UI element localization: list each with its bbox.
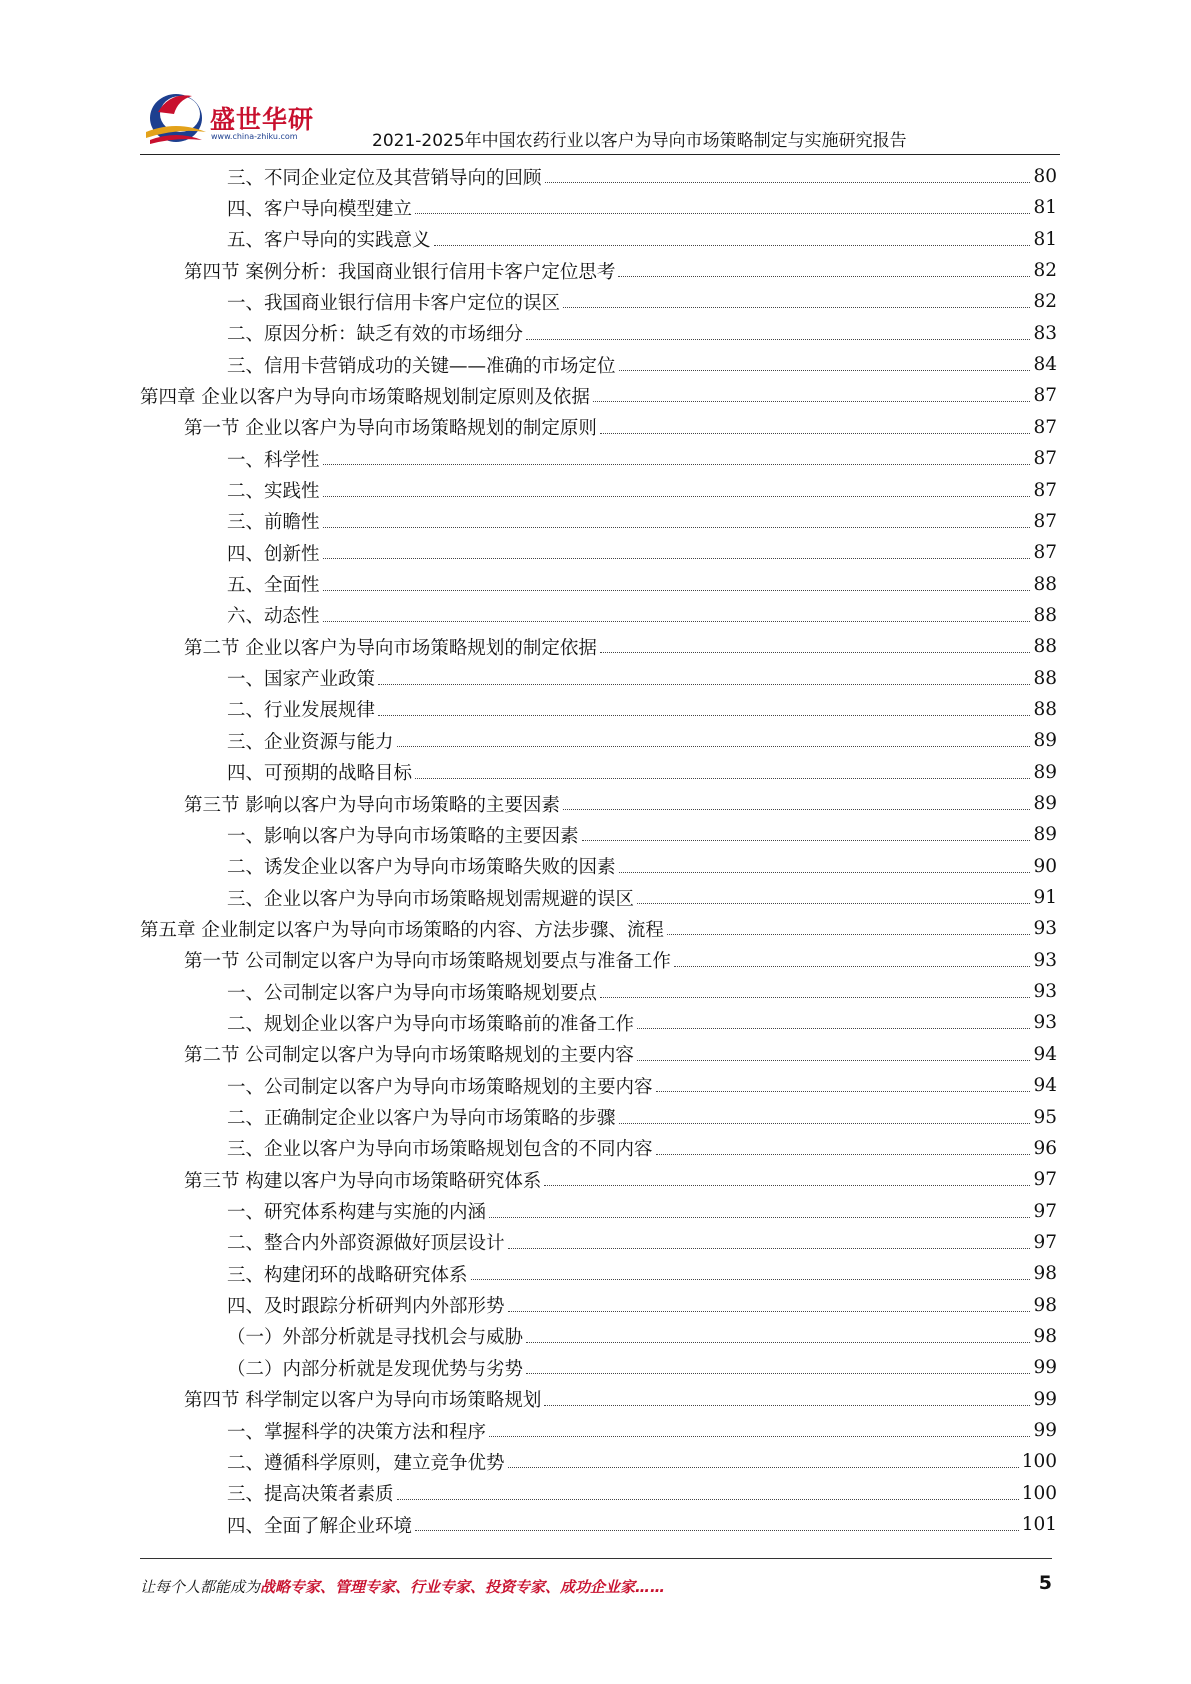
toc-entry-title: 四、创新性 [227,543,320,565]
toc-entry[interactable] [227,882,1057,913]
toc-dot-leader [378,684,1030,685]
toc-entry-title: 第四节 科学制定以客户为导向市场策略规划 [184,1390,542,1412]
toc-entry[interactable] [227,1196,1057,1227]
toc-entry-title: 三、企业资源与能力 [227,731,394,753]
toc-entry[interactable] [227,224,1057,255]
toc-dot-leader [415,213,1030,214]
toc-entry-title: 四、客户导向模型建立 [227,198,413,220]
toc-entry[interactable] [227,475,1057,506]
toc-entry-page: 98 [1033,1325,1057,1347]
toc-entry-title: 一、我国商业银行信用卡客户定位的误区 [227,292,561,314]
toc-entry-title: 一、影响以客户为导向市场策略的主要因素 [227,825,579,847]
toc-entry-page: 87 [1033,416,1057,438]
toc-entry-title: 四、及时跟踪分析研判内外部形势 [227,1296,505,1318]
toc-entry-page: 88 [1033,698,1057,720]
toc-entry[interactable] [227,506,1057,537]
toc-entry[interactable] [227,1070,1057,1101]
toc-entry-page: 89 [1033,793,1057,814]
toc-entry-page: 87 [1033,448,1057,470]
toc-entry-page: 87 [1033,479,1057,501]
logo-url: www.china-zhiku.com [211,132,298,141]
toc-entry-page: 100 [1021,1482,1057,1504]
toc-entry[interactable] [227,286,1057,317]
toc-dot-leader [656,1154,1031,1155]
toc-entry[interactable] [184,412,1057,443]
toc-dot-leader [637,903,1030,904]
toc-entry-page: 81 [1033,228,1057,250]
toc-dot-leader [415,778,1030,779]
toc-dot-leader [378,715,1030,716]
toc-dot-leader [489,1436,1030,1437]
toc-dot-leader [656,1091,1031,1092]
toc-entry[interactable] [227,1227,1057,1258]
toc-entry-page: 81 [1033,197,1057,219]
toc-dot-leader [323,590,1031,591]
toc-entry-page: 101 [1021,1514,1057,1536]
toc-entry-page: 88 [1033,604,1057,626]
toc-entry-page: 93 [1033,949,1057,971]
toc-dot-leader [526,339,1030,340]
toc-entry[interactable] [227,1102,1057,1133]
toc-dot-leader [489,1217,1030,1218]
toc-entry-page: 93 [1033,1012,1057,1034]
toc-entry-page: 82 [1033,291,1057,313]
toc-entry[interactable] [227,161,1057,192]
toc-entry-page: 99 [1033,1357,1057,1379]
toc-dot-leader [563,307,1030,308]
toc-entry-title: 二、规划企业以客户为导向市场策略前的准备工作 [227,1013,635,1035]
header-divider [140,154,1060,155]
toc-entry-title: 一、研究体系构建与实施的内涵 [227,1202,487,1224]
toc-entry[interactable] [184,1384,1057,1415]
toc-entry-title: 三、信用卡营销成功的关键——准确的市场定位 [227,355,616,377]
toc-entry[interactable] [184,1164,1057,1195]
toc-entry-page: 97 [1033,1231,1057,1253]
toc-entry-title: 第五章 企业制定以客户为导向市场策略的内容、方法步骤、流程 [140,919,664,941]
toc-entry[interactable] [227,694,1057,725]
toc-dot-leader [619,872,1031,873]
toc-entry[interactable] [227,349,1057,380]
toc-dot-leader [323,464,1031,465]
toc-entry-page: 96 [1033,1137,1057,1159]
toc-entry-page: 89 [1033,730,1057,752]
toc-entry[interactable] [227,757,1057,788]
toc-entry[interactable] [140,913,1057,944]
toc-entry-title: 第四节 案例分析：我国商业银行信用卡客户定位思考 [184,261,616,283]
toc-entry-page: 87 [1033,542,1057,564]
toc-entry-title: 第三节 构建以客户为导向市场策略研究体系 [184,1170,542,1192]
toc-entry-title: 四、全面了解企业环境 [227,1515,413,1537]
toc-dot-leader [618,276,1030,277]
toc-dot-leader [674,966,1031,967]
toc-entry-title: 第三节 影响以客户为导向市场策略的主要因素 [184,794,560,816]
toc-entry-page: 80 [1033,166,1057,187]
toc-dot-leader [397,1499,1019,1500]
toc-entry[interactable] [227,725,1057,756]
toc-entry[interactable] [227,819,1057,850]
toc-entry-page: 87 [1033,385,1057,407]
toc-entry-page: 89 [1033,824,1057,846]
toc-entry[interactable] [227,537,1057,568]
toc-entry[interactable] [227,1446,1057,1477]
toc-entry-title: 二、正确制定企业以客户为导向市场策略的步骤 [227,1108,616,1129]
toc-entry[interactable] [227,851,1057,882]
toc-entry-title: 第二节 企业以客户为导向市场策略规划的制定依据 [184,637,597,659]
page-header [0,0,1191,160]
toc-entry-page: 93 [1033,918,1057,940]
toc-entry[interactable] [184,631,1057,662]
toc-entry-page: 90 [1033,855,1057,877]
toc-entry[interactable] [227,976,1057,1007]
toc-entry-page: 83 [1033,322,1057,344]
toc-entry-title: 一、国家产业政策 [227,669,376,691]
toc-dot-leader [471,1279,1031,1280]
footer-slogan [140,1576,665,1597]
toc-entry-page: 97 [1033,1200,1057,1222]
toc-entry-page: 93 [1033,981,1057,1003]
toc-entry-title: 一、科学性 [227,449,320,471]
toc-entry-title: （二）内部分析就是发现优势与劣势 [227,1358,524,1380]
toc-dot-leader [526,1373,1030,1374]
toc-entry-title: 二、行业发展规律 [227,700,376,722]
toc-entry-title: 第二节 公司制定以客户为导向市场策略规划的主要内容 [184,1045,634,1067]
page-footer [140,1572,1052,1600]
toc-entry[interactable] [227,1258,1057,1289]
toc-dot-leader [508,1467,1019,1468]
document-title: 2021-2025年中国农药行业以客户为导向市场策略制定与实施研究报告 [372,131,907,151]
toc-entry[interactable] [184,945,1057,976]
toc-entry-page: 91 [1033,887,1057,909]
toc-dot-leader [619,1123,1031,1124]
toc-dot-leader [545,182,1031,183]
toc-entry-title: 五、客户导向的实践意义 [227,230,431,252]
toc-entry[interactable] [184,1039,1057,1070]
toc-entry[interactable] [227,318,1057,349]
toc-entry-title: 五、全面性 [227,575,320,597]
toc-entry[interactable] [184,788,1057,819]
toc-entry[interactable] [184,255,1057,286]
toc-entry-title: 第一节 公司制定以客户为导向市场策略规划要点与准备工作 [184,951,671,973]
toc-entry-title: 一、公司制定以客户为导向市场策略规划要点 [227,982,598,1004]
footer-divider [140,1558,1052,1559]
toc-entry[interactable] [227,1415,1057,1446]
toc-entry[interactable] [227,569,1057,600]
toc-dot-leader [434,245,1031,246]
toc-dot-leader [619,370,1031,371]
toc-dot-leader [600,997,1030,998]
slogan-prefix: 让每个人都能成为 [140,1578,261,1596]
toc-entry[interactable] [140,380,1057,411]
logo-name: 盛世华研 [210,105,315,134]
toc-dot-leader [415,1530,1019,1531]
toc-dot-leader [600,433,1031,434]
toc-entry[interactable] [227,192,1057,223]
toc-entry-title: 二、实践性 [227,481,320,502]
toc-dot-leader [593,401,1031,402]
toc-dot-leader [544,1405,1030,1406]
toc-dot-leader [582,840,1031,841]
toc-entry-title: 四、可预期的战略目标 [227,763,413,785]
toc-dot-leader [323,496,1031,497]
toc-entry-page: 84 [1033,354,1057,376]
toc-dot-leader [508,1248,1031,1249]
toc-entry[interactable] [227,1290,1057,1321]
toc-entry-page: 87 [1033,510,1057,532]
toc-dot-leader [397,746,1031,747]
toc-entry[interactable] [227,663,1057,694]
toc-dot-leader [323,527,1031,528]
toc-entry-title: 三、构建闭环的战略研究体系 [227,1264,468,1286]
toc-entry-title: 三、企业以客户为导向市场策略规划包含的不同内容 [227,1139,653,1161]
toc-entry-page: 99 [1033,1388,1057,1410]
toc-dot-leader [637,1028,1030,1029]
toc-entry-title: 三、提高决策者素质 [227,1484,394,1506]
toc-dot-leader [323,621,1031,622]
toc-entry-page: 82 [1033,260,1057,282]
toc-entry[interactable] [227,1007,1057,1038]
toc-entry-page: 94 [1033,1075,1057,1097]
toc-entry-page: 95 [1033,1106,1057,1128]
toc-entry[interactable] [227,1321,1057,1352]
toc-entry[interactable] [227,1133,1057,1164]
toc-entry-page: 98 [1033,1263,1057,1285]
toc-entry-page: 100 [1021,1451,1057,1473]
toc-entry-page: 88 [1033,636,1057,658]
toc-dot-leader [637,1060,1031,1061]
toc-entry-page: 97 [1033,1169,1057,1191]
toc-entry-page: 88 [1033,667,1057,689]
toc-entry[interactable] [227,1509,1057,1540]
toc-dot-leader [600,652,1031,653]
toc-entry-page: 89 [1033,761,1057,783]
toc-entry-title: 六、动态性 [227,606,320,628]
toc-entry-title: 二、整合内外部资源做好顶层设计 [227,1233,505,1255]
toc-entry-page: 98 [1033,1294,1057,1316]
toc-entry-page: 94 [1033,1043,1057,1065]
toc-entry-title: 一、掌握科学的决策方法和程序 [227,1421,487,1443]
toc-entry-page: 88 [1033,573,1057,595]
toc-entry-page: 99 [1033,1420,1057,1441]
toc-entry[interactable] [227,443,1057,474]
toc-dot-leader [667,934,1031,935]
toc-entry[interactable] [227,600,1057,631]
toc-entry-title: 第一节 企业以客户为导向市场策略规划的制定原则 [184,418,597,440]
toc-entry-title: 第四章 企业以客户为导向市场策略规划制定原则及依据 [140,386,590,408]
slogan-highlight: 战略专家、管理专家、行业专家、投资专家、成功企业家…… [260,1578,666,1596]
toc-entry-title: 三、企业以客户为导向市场策略规划需规避的误区 [227,888,635,910]
toc-entry-title: 三、不同企业定位及其营销导向的回顾 [227,167,542,189]
toc-entry-title: （一）外部分析就是寻找机会与威胁 [227,1327,524,1349]
toc-dot-leader [526,1342,1030,1343]
toc-dot-leader [323,558,1031,559]
toc-entry-title: 一、公司制定以客户为导向市场策略规划的主要内容 [227,1076,653,1098]
toc-entry-title: 二、遵循科学原则，建立竞争优势 [227,1452,505,1474]
toc-dot-leader [508,1311,1031,1312]
toc-entry[interactable] [227,1352,1057,1383]
toc-entry-title: 二、原因分析：缺乏有效的市场细分 [227,324,524,346]
toc-entry-title: 三、前瞻性 [227,512,320,534]
page-number: 5 [1038,1572,1052,1594]
toc-dot-leader [544,1185,1030,1186]
toc-entry[interactable] [227,1478,1057,1509]
toc-dot-leader [563,809,1031,810]
toc-entry-title: 二、诱发企业以客户为导向市场策略失败的因素 [227,857,616,879]
